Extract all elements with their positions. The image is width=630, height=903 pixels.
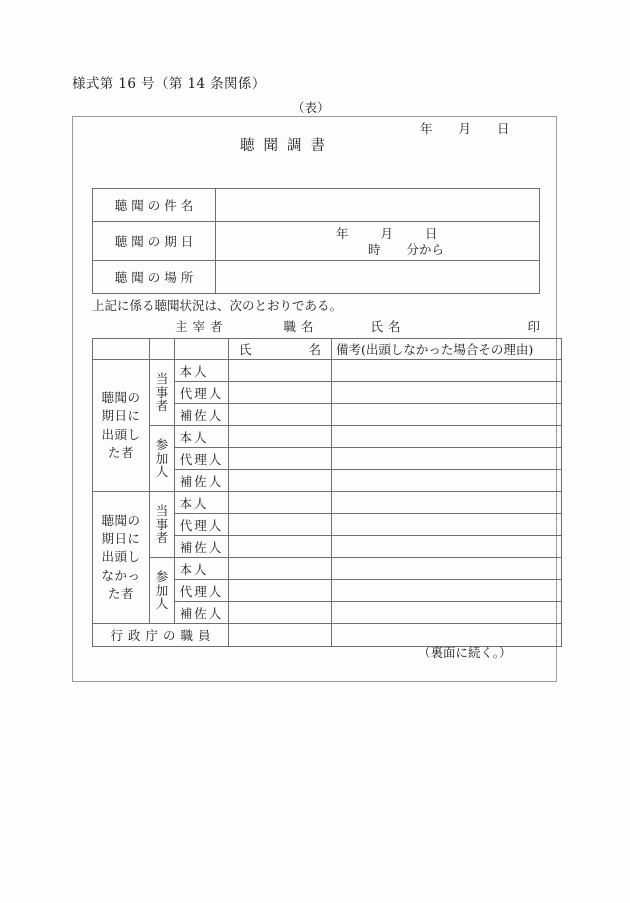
form-number-heading: 様式第 16 号（第 14 条関係） bbox=[72, 76, 266, 92]
cell-name[interactable] bbox=[229, 602, 332, 624]
cell-name[interactable] bbox=[229, 514, 332, 536]
party-label-sankanin-attended: 参 加 人 bbox=[150, 426, 175, 492]
cell-name[interactable] bbox=[229, 470, 332, 492]
group-label-attended: 聴聞の 期日に 出頭し た者 bbox=[93, 360, 150, 492]
role-label: 本人 bbox=[175, 426, 229, 448]
cell-remarks[interactable] bbox=[332, 426, 562, 448]
table-row bbox=[93, 492, 562, 514]
period-fields bbox=[216, 222, 539, 260]
presider-post-label: 職名 bbox=[283, 319, 319, 334]
statement-text: 上記に係る聴聞状況は、次のとおりである。 bbox=[92, 298, 343, 313]
subject-value-case-name[interactable] bbox=[216, 189, 540, 222]
cell-remarks[interactable] bbox=[332, 382, 562, 404]
table-header-row bbox=[93, 339, 562, 360]
cell-name[interactable] bbox=[229, 536, 332, 558]
presider-name-label: 氏名 bbox=[370, 319, 406, 334]
subject-label-date: 聴聞の期日 bbox=[93, 222, 216, 261]
period-month: 月 bbox=[380, 226, 394, 241]
document-title: 聴聞調書 bbox=[240, 138, 334, 154]
role-label: 本人 bbox=[175, 558, 229, 580]
cell-remarks[interactable] bbox=[332, 514, 562, 536]
period-hour: 時 bbox=[368, 242, 381, 257]
subject-table bbox=[92, 188, 540, 294]
role-label: 補佐人 bbox=[175, 602, 229, 624]
cell-remarks[interactable] bbox=[332, 404, 562, 426]
party-label-tojisha-absent: 当 事 者 bbox=[150, 492, 175, 558]
header-date-line bbox=[420, 119, 510, 137]
continued-note: （裏面に続く。） bbox=[418, 645, 512, 660]
period-time-line bbox=[368, 240, 444, 258]
table-row bbox=[93, 222, 540, 261]
presider-label: 主宰者 bbox=[175, 319, 228, 334]
role-label: 補佐人 bbox=[175, 404, 229, 426]
header-name bbox=[229, 339, 332, 360]
side-label: （表） bbox=[292, 100, 330, 115]
presider-line bbox=[175, 317, 540, 335]
group-label-absent: 聴聞の 期日に 出頭し なかっ た者 bbox=[93, 492, 150, 624]
cell-remarks[interactable] bbox=[332, 602, 562, 624]
table-row bbox=[93, 426, 562, 448]
role-label: 本人 bbox=[175, 492, 229, 514]
party-label-sankanin-absent: 参 加 人 bbox=[150, 558, 175, 624]
cell-remarks[interactable] bbox=[332, 536, 562, 558]
cell-name[interactable] bbox=[229, 580, 332, 602]
role-label: 代理人 bbox=[175, 382, 229, 404]
period-day: 日 bbox=[425, 226, 438, 241]
cell-remarks[interactable] bbox=[332, 448, 562, 470]
header-party bbox=[150, 339, 175, 360]
period-year: 年 bbox=[336, 226, 349, 241]
cell-name[interactable] bbox=[229, 448, 332, 470]
cell-name[interactable] bbox=[229, 558, 332, 580]
cell-name[interactable] bbox=[229, 426, 332, 448]
table-row bbox=[93, 261, 540, 294]
seal-label: 印 bbox=[527, 319, 540, 334]
cell-name[interactable] bbox=[229, 360, 332, 382]
header-name-char1: 氏 bbox=[239, 342, 252, 357]
officials-label: 行政庁の職員 bbox=[93, 624, 229, 647]
cell-name[interactable] bbox=[229, 404, 332, 426]
period-minute-from: 分から bbox=[406, 242, 445, 257]
role-label: 代理人 bbox=[175, 580, 229, 602]
table-row bbox=[93, 360, 562, 382]
subject-value-date[interactable] bbox=[216, 222, 540, 261]
table-row bbox=[93, 189, 540, 222]
role-label: 本人 bbox=[175, 360, 229, 382]
header-date-month: 月 bbox=[458, 121, 472, 136]
header-name-char2: 名 bbox=[308, 342, 321, 357]
attendance-table bbox=[92, 338, 562, 647]
subject-value-place[interactable] bbox=[216, 261, 540, 294]
subject-label-place: 聴聞の場所 bbox=[93, 261, 216, 294]
table-row bbox=[93, 558, 562, 580]
cell-remarks[interactable] bbox=[332, 580, 562, 602]
header-remarks: 備考(出頭しなかった場合その理由) bbox=[332, 339, 562, 360]
cell-name[interactable] bbox=[229, 382, 332, 404]
cell-name[interactable] bbox=[229, 624, 332, 647]
role-label: 代理人 bbox=[175, 448, 229, 470]
cell-remarks[interactable] bbox=[332, 360, 562, 382]
cell-remarks[interactable] bbox=[332, 558, 562, 580]
cell-remarks[interactable] bbox=[332, 492, 562, 514]
role-label: 代理人 bbox=[175, 514, 229, 536]
party-label-tojisha-attended: 当 事 者 bbox=[150, 360, 175, 426]
header-date-year: 年 bbox=[420, 121, 433, 136]
header-date-day: 日 bbox=[497, 121, 510, 136]
header-role bbox=[175, 339, 229, 360]
role-label: 補佐人 bbox=[175, 470, 229, 492]
subject-label-case-name: 聴聞の件名 bbox=[93, 189, 216, 222]
cell-remarks[interactable] bbox=[332, 470, 562, 492]
header-who bbox=[93, 339, 150, 360]
role-label: 補佐人 bbox=[175, 536, 229, 558]
cell-name[interactable] bbox=[229, 492, 332, 514]
